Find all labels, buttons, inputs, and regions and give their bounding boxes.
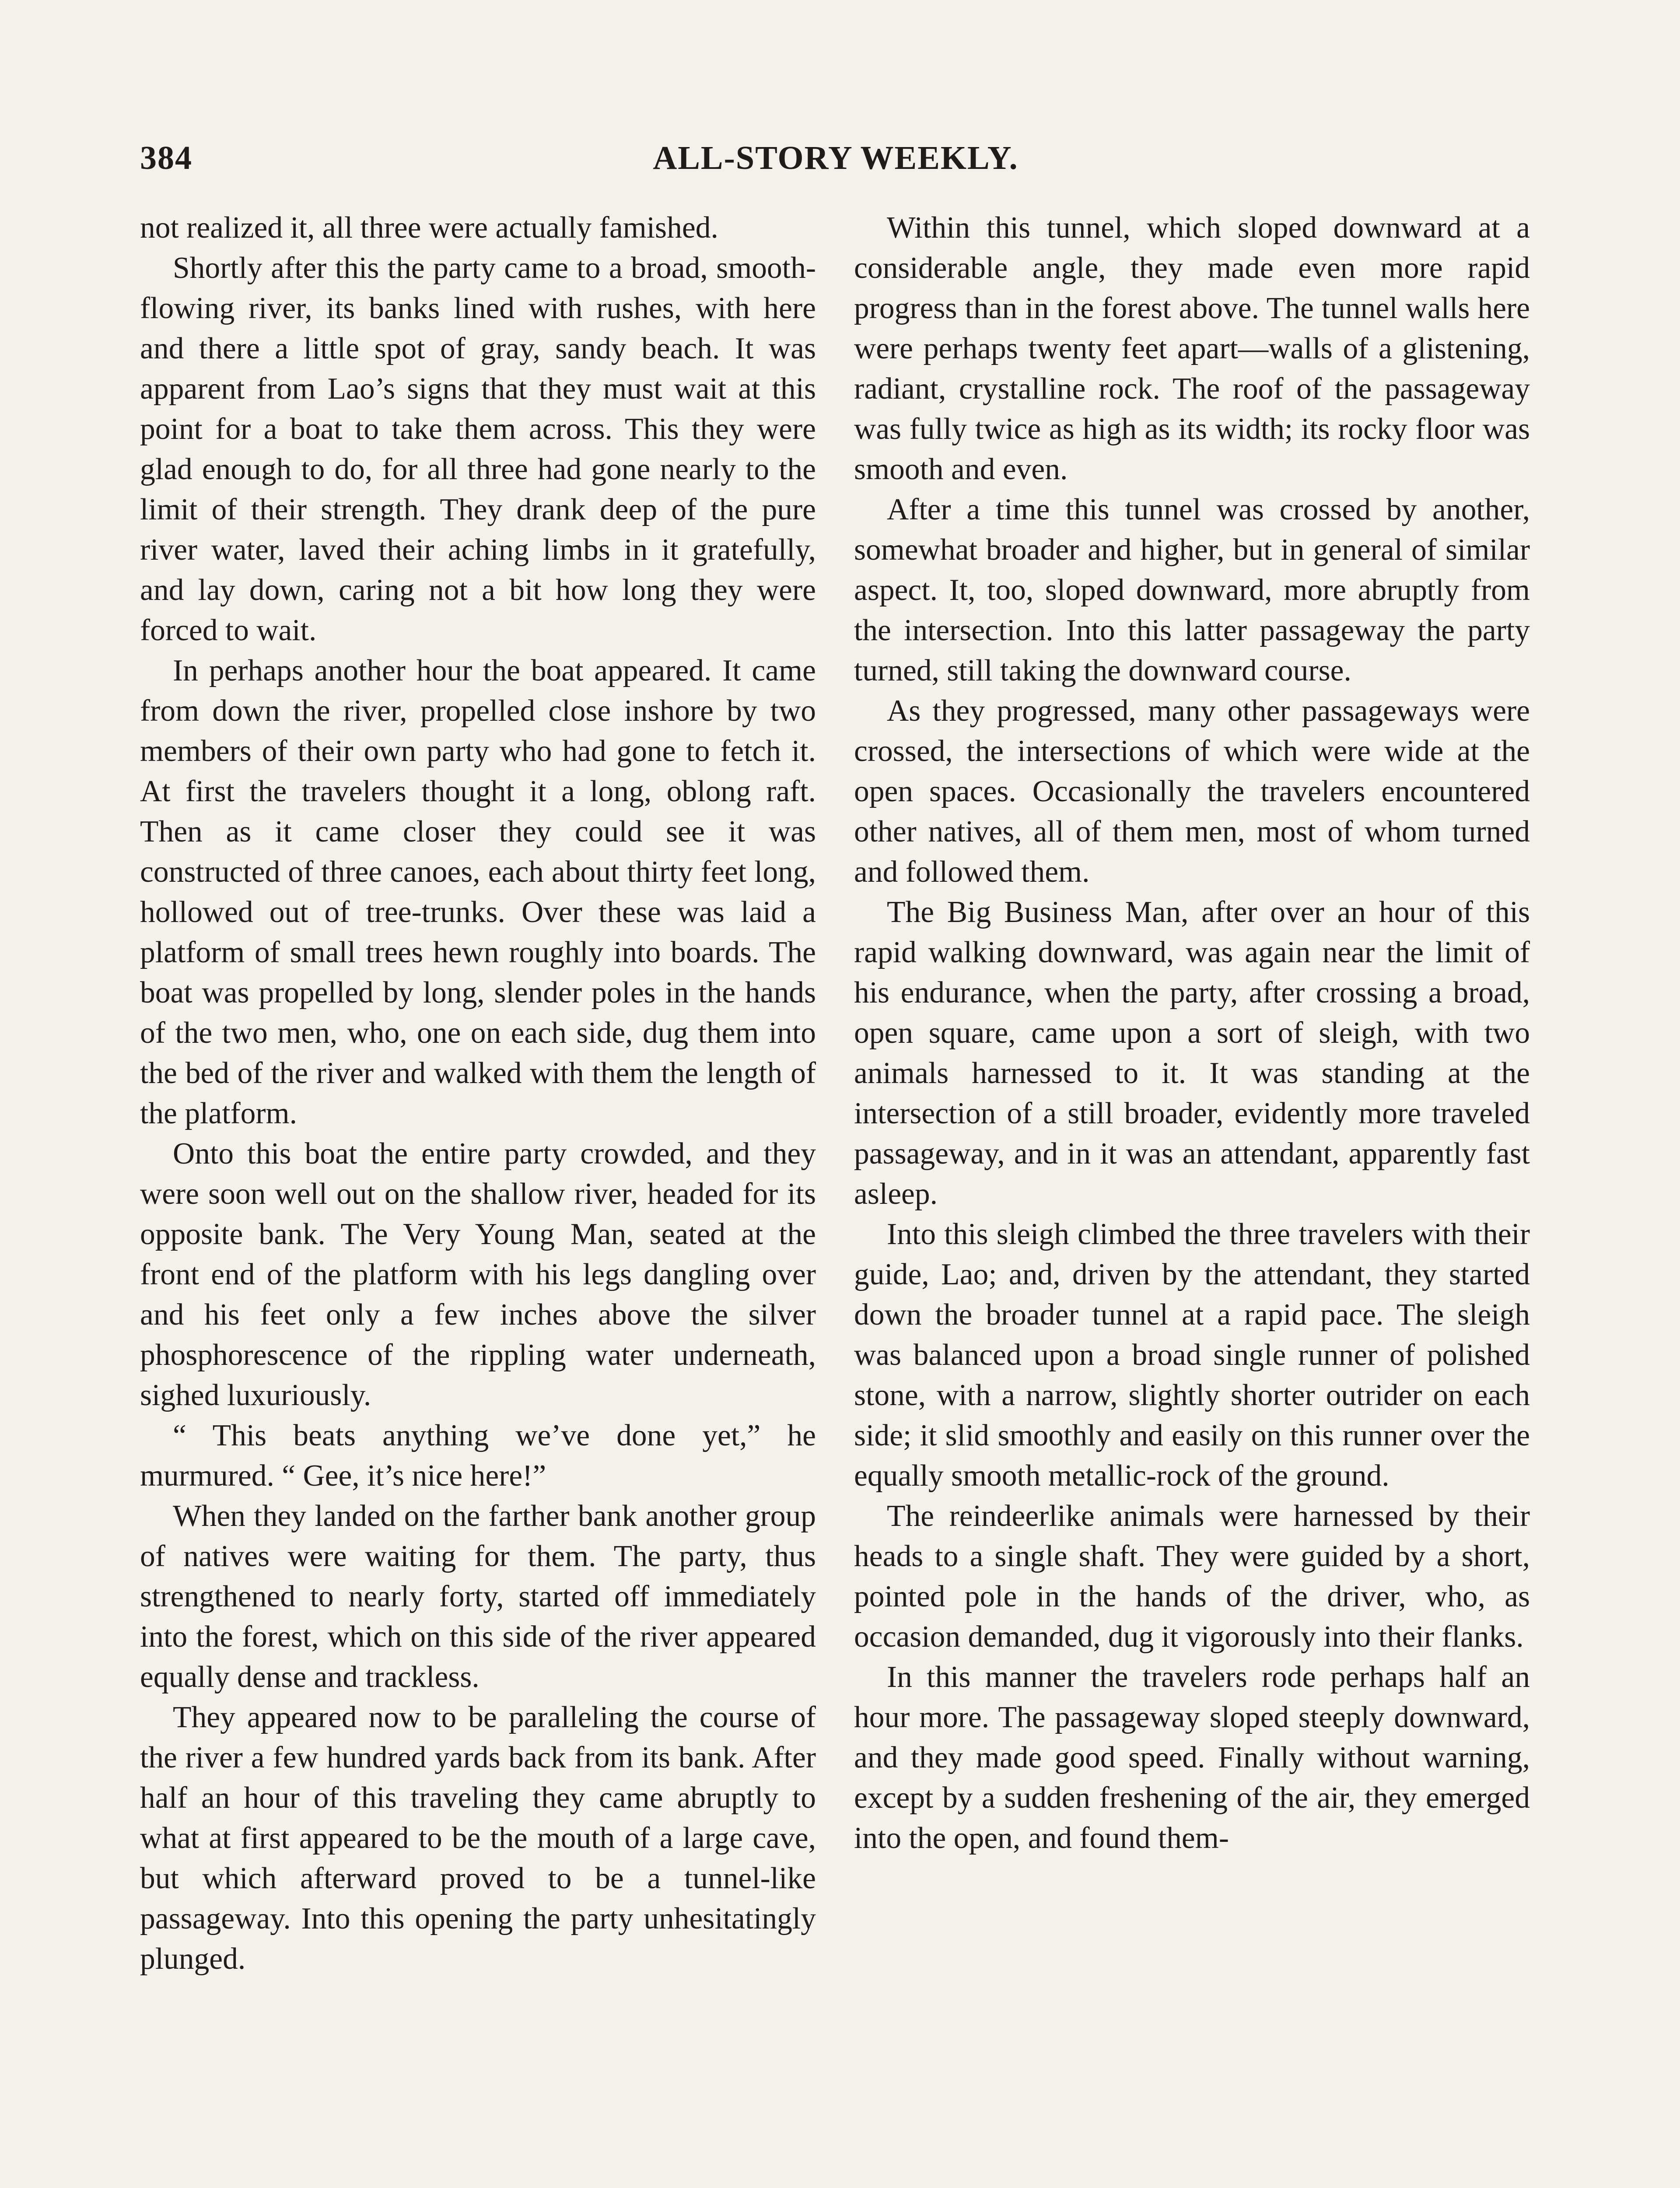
paragraph: Shortly after this the party came to a broad, smooth-flowing river, its banks lined with rushes, with here and there a little spot of gray, sandy beach. It was apparent from Lao’s signs that they must wait at this point for a boat to take them across. This they were glad enough to do, for all three had gone nearly to the limit of their strength. They drank deep of the pure river water, laved their aching limbs in it gratefully, and lay down, caring not a bit how long they were forced to wait. bbox=[140, 251, 816, 647]
paragraph: After a time this tunnel was crossed by another, somewhat broader and higher, but in general of similar aspect. It, too, sloped downward, more abruptly from the intersection. Into this latter passageway the party turned, still taking the downward course. bbox=[854, 493, 1530, 687]
right-column bbox=[854, 208, 1530, 1858]
paragraph: In perhaps another hour the boat appeared. It came from down the river, propelled close inshore by two members of their own party who had gone to fetch it. At first the travelers thought it a long, oblong raft. Then as it came closer they could see it was constructed of three canoes, each about thirty feet long, hollowed out of tree-trunks. Over these was laid a platform of small trees hewn roughly into boards. The boat was propelled by long, slender poles in the hands of the two men, who, one on each side, dug them into the bed of the river and walked with them the length of the platform. bbox=[140, 654, 816, 1130]
left-column bbox=[140, 208, 816, 1979]
paragraph: They appeared now to be paralleling the course of the river a few hundred yards back from its bank. After half an hour of this traveling they came abruptly to what at first appeared to be the mouth of a large cave, but which afterward proved to be a tunnel-like passageway. Into this opening the party unhesitatingly plunged. bbox=[140, 1701, 816, 1976]
running-title: ALL-STORY WEEKLY. bbox=[653, 140, 1018, 176]
paragraph: Into this sleigh climbed the three travelers with their guide, Lao; and, driven by the attendant, they started down the broader tunnel at a rapid pace. The sleigh was balanced upon a broad single runner of polished stone, with a narrow, slightly shorter outrider on each side; it slid smoothly and easily on this runner over the equally smooth metallic-rock of the ground. bbox=[854, 1217, 1530, 1493]
paragraph: In this manner the travelers rode perhaps half an hour more. The passageway sloped steeply downward, and they made good speed. Finally without warning, except by a sudden freshening of the air, they emerged into the open, and found them- bbox=[854, 1660, 1530, 1855]
paragraph: When they landed on the farther bank another group of natives were waiting for them. The party, thus strengthened to nearly forty, started off immediately into the forest, which on this side of the river appeared equally dense and trackless. bbox=[140, 1499, 816, 1694]
paragraph: Onto this boat the entire party crowded, and they were soon well out on the shallow river, headed for its opposite bank. The Very Young Man, seated at the front end of the platform with his legs dangling over and his feet only a few inches above the silver phosphorescence of the rippling water underneath, sighed luxuriously. bbox=[140, 1137, 816, 1412]
paragraph: “ This beats anything we’ve done yet,” he murmured. “ Gee, it’s nice here!” bbox=[140, 1419, 816, 1493]
page-header bbox=[140, 139, 1531, 183]
paragraph: not realized it, all three were actually famished. bbox=[140, 211, 718, 245]
paragraph: The Big Business Man, after over an hour of this rapid walking downward, was again near the limit of his endurance, when the party, after crossing a broad, open square, came upon a sort of sleigh, with two animals harnessed to it. It was standing at the intersection of a still broader, evidently more traveled passageway, and in it was an attendant, apparently fast asleep. bbox=[854, 895, 1530, 1211]
paragraph: As they progressed, many other passageways were crossed, the intersections of which were wide at the open spaces. Occasionally the travelers encountered other natives, all of them men, most of whom turned and followed them. bbox=[854, 694, 1530, 889]
page-number: 384 bbox=[140, 140, 192, 176]
paragraph: The reindeerlike animals were harnessed by their heads to a single shaft. They were guided by a short, pointed pole in the hands of the driver, who, as occasion demanded, dug it vigorously into their flanks. bbox=[854, 1499, 1530, 1654]
paragraph: Within this tunnel, which sloped downward at a considerable angle, they made even more rapid progress than in the forest above. The tunnel walls here were perhaps twenty feet apart—walls of a glistening, radiant, crystalline rock. The roof of the passageway was fully twice as high as its width; its rocky floor was smooth and even. bbox=[854, 211, 1530, 486]
